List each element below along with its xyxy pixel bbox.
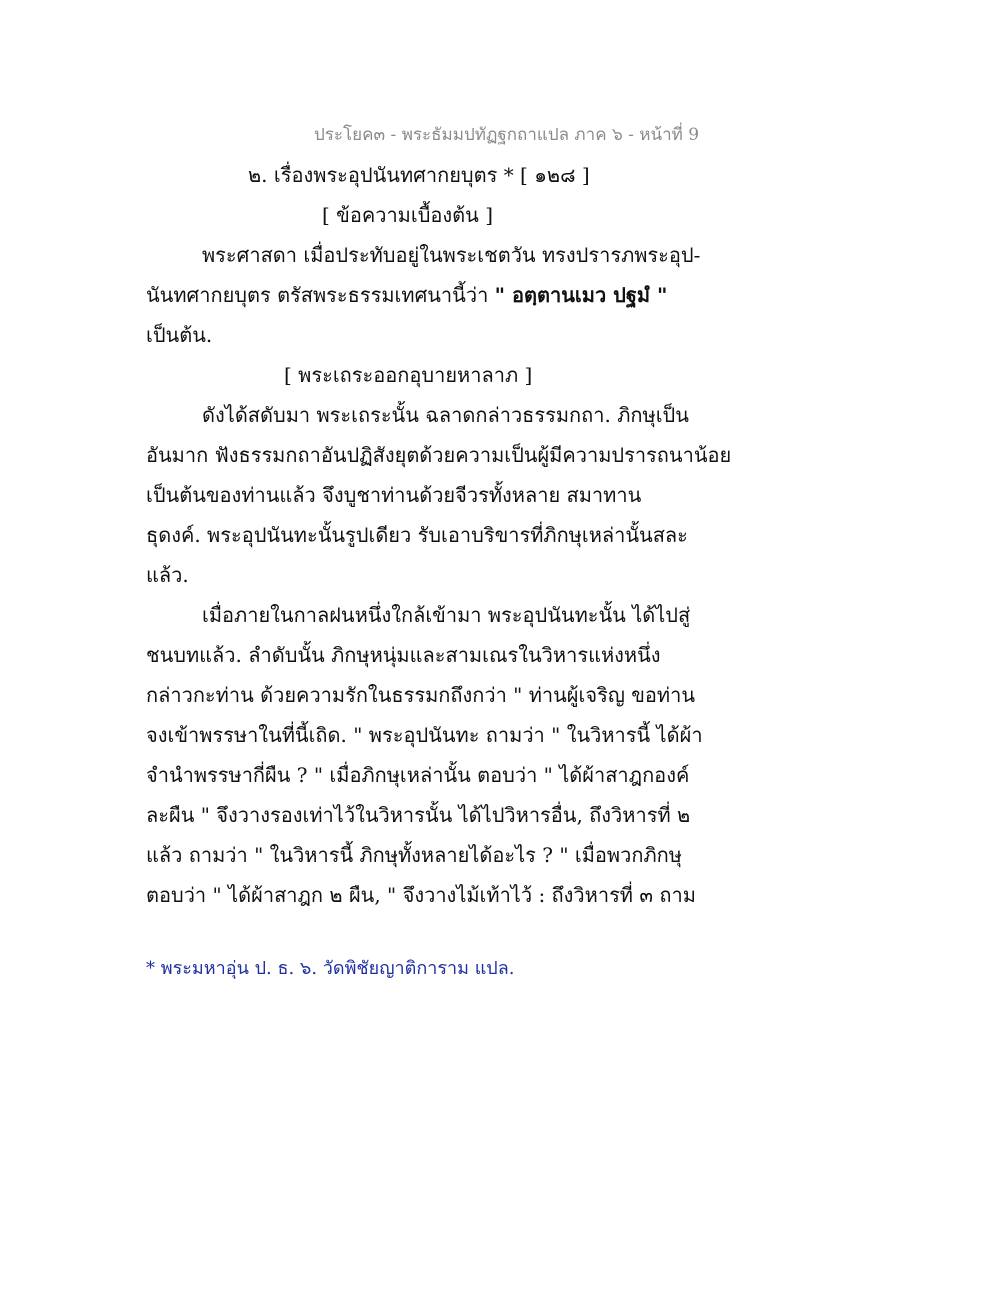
paragraph2-line-6: ละผืน " จึงวางรองเท่าไว้ในวิหารนั้น ได้ไปวิหารอื่น, ถึงวิหารที่ ๒ [146, 803, 691, 827]
intro-line-2 [146, 281, 667, 309]
intro-line-2-text: นันทศากยบุตร ตรัสพระธรรมเทศนานี้ว่า [146, 283, 495, 307]
paragraph2-line-7: แล้ว ถามว่า " ในวิหารนี้ ภิกษุทั้งหลายได้อะไร ? " เมื่อพวกภิกษุ [146, 843, 682, 867]
footnote: * พระมหาอุ่น ป. ธ. ๖. วัดพิชัยญาติการาม แปล. [146, 958, 515, 979]
intro-line-3: เป็นต้น. [146, 323, 213, 347]
paragraph1-line-1: ดังได้สดับมา พระเถระนั้น ฉลาดกล่าวธรรมกถา. ภิกษุเป็น [202, 403, 689, 427]
running-head: ประโยค๓ - พระธัมมปทัฏฐกถาแปล ภาค ๖ - หน้าที่ 9 [314, 125, 700, 145]
paragraph1-line-2: อันมาก ฟังธรรมกถาอันปฏิสังยุตด้วยความเป็นผู้มีความปรารถนาน้อย [146, 443, 732, 467]
paragraph1-line-4: ธุดงค์. พระอุปนันทะนั้นรูปเดียว รับเอาบริขารที่ภิกษุเหล่านั้นสละ [146, 523, 688, 547]
story-title: ๒. เรื่องพระอุปนันทศากยบุตร * [ ๑๒๘ ] [248, 163, 590, 187]
intro-line-1: พระศาสดา เมื่อประทับอยู่ในพระเชตวัน ทรงปรารภพระอุป- [202, 243, 701, 267]
paragraph2-line-8: ตอบว่า " ได้ผ้าสาฎก ๒ ผืน, " จึงวางไม้เท้าไว้ : ถึงวิหารที่ ๓ ถาม [146, 883, 696, 907]
story-subtitle: [ ข้อความเบื้องต้น ] [322, 203, 493, 227]
section-heading: [ พระเถระออกอุบายหาลาภ ] [284, 363, 533, 387]
paragraph2-line-5: จำนำพรรษากี่ผืน ? " เมื่อภิกษุเหล่านั้น ตอบว่า " ได้ผ้าสาฎกองค์ [146, 763, 690, 787]
pali-quote: " อตฺตานเมว ปฐมํ " [494, 283, 668, 307]
paragraph2-line-2: ชนบทแล้ว. ลำดับนั้น ภิกษุหนุ่มและสามเณรในวิหารแห่งหนึ่ง [146, 643, 661, 667]
paragraph1-line-5: แล้ว. [146, 563, 189, 587]
paragraph1-line-3: เป็นต้นของท่านแล้ว จึงบูชาท่านด้วยจีวรทั้งหลาย สมาทาน [146, 483, 642, 507]
paragraph2-line-3: กล่าวกะท่าน ด้วยความรักในธรรมกถึงกว่า " ท่านผู้เจริญ ขอท่าน [146, 683, 695, 707]
paragraph2-line-4: จงเข้าพรรษาในที่นี้เถิด. " พระอุปนันทะ ถามว่า " ในวิหารนี้ ได้ผ้า [146, 723, 703, 747]
paragraph2-line-1: เมื่อภายในกาลฝนหนึ่งใกล้เข้ามา พระอุปนันทะนั้น ได้ไปสู่ [202, 603, 691, 627]
